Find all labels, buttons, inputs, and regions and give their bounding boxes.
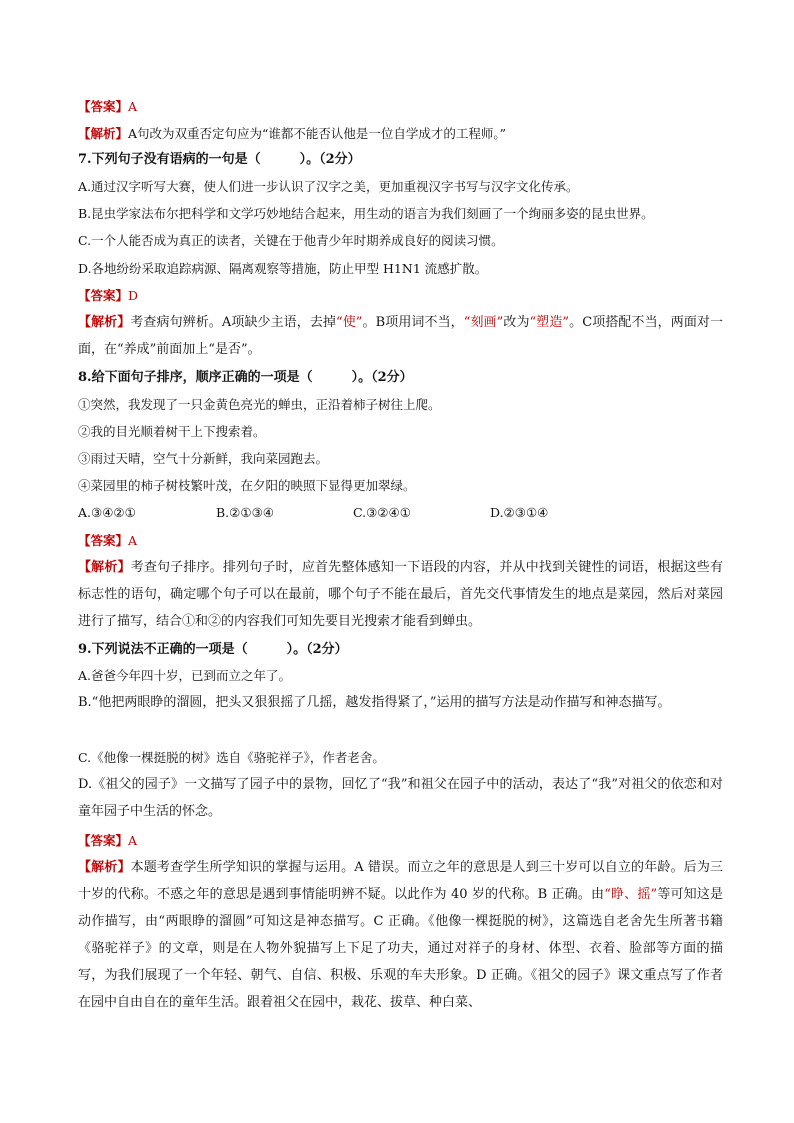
explanation-tag: 【解析】 <box>78 315 131 330</box>
answer-value: D <box>128 288 139 303</box>
answer-6 <box>78 98 137 116</box>
question-9-option-c: C.《他像一棵挺脱的树》选自《骆驼祥子》，作者老舍。 <box>78 750 385 765</box>
question-8-sentence-4: ④菜园里的柿子树枝繁叶茂，在夕阳的映照下显得更加翠绿。 <box>78 478 416 493</box>
question-7-option-c: C.一个人能否成为真正的读者，关键在于他青少年时期养成良好的阅读习惯。 <box>78 233 504 248</box>
highlight-text: “睁、摇” <box>604 887 658 902</box>
question-8-sentence-3: ③雨过天晴，空气十分新鲜，我向菜园跑去。 <box>78 451 329 466</box>
question-8-sentence-2: ②我的目光顺着树干上下搜索着。 <box>78 424 266 439</box>
answer-tag: 【答案】 <box>78 99 129 114</box>
highlight-text: “使” <box>336 315 363 330</box>
answer-value: A <box>128 99 138 114</box>
answer-tag: 【答案】 <box>78 533 129 548</box>
answer-9 <box>78 832 137 850</box>
explanation-text: 本题考查学生所学知识的掌握与运用。A 错误。而立之年的意思是人到三十岁可以自立的年龄。后为三十岁的代称。不惑之年的意思是遇到事情能明辨不疑。以此作为 40 岁的代称。B 正确。由 <box>78 860 723 902</box>
explanation-text: 考查病句辨析。A项缺少主语，去掉 <box>130 315 336 330</box>
explanation-text: 。B项用词不当， <box>362 315 464 330</box>
explanation-7 <box>78 309 723 363</box>
question-9-option-a: A.爸爸今年四十岁，已到而立之年了。 <box>78 668 292 683</box>
answer-value: A <box>128 833 138 848</box>
answer-tag: 【答案】 <box>78 833 129 848</box>
explanation-text: 改为 <box>503 315 530 330</box>
highlight-text: “塑造” <box>529 315 570 330</box>
question-7-option-b: B.昆虫学家法布尔把科学和文学巧妙地结合起来，用生动的语言为我们刻画了一个绚丽多姿的昆虫世界。 <box>78 206 654 221</box>
answer-tag: 【答案】 <box>78 288 129 303</box>
question-9: 9.下列说法不正确的一项是（ ）。（2分） <box>78 642 348 657</box>
question-7: 7.下列句子没有语病的一句是（ ）。（2分） <box>78 152 361 167</box>
question-8-sentence-1: ①突然，我发现了一只金黄色亮光的蝉虫，正沿着柿子树往上爬。 <box>78 397 441 412</box>
highlight-text: “刻画” <box>463 315 504 330</box>
explanation-tag: 【解析】 <box>78 126 129 141</box>
option-a: A.③④②① <box>78 505 136 520</box>
answer-8 <box>78 532 137 550</box>
explanation-9 <box>78 854 723 1016</box>
explanation-text: 等可知这是动作描写，由“两眼睁的溜圆”可知这是神态描写。C 正确。《他像一棵挺脱的树》，这篇选自老舍先生所著书籍《骆驼祥子》的文章，则是在人物外貌描写上下足了功夫，通过对祥子的身材、体型、衣着、脸部等方面的描写，为我们展现了一个年轻、朝气、自信、积极、乐观的车夫形象。D 正确。《祖父的园子》课文重点写了作者在园中自由自在的童年生活。跟着祖父在园中，栽花、拔草、种白菜、 <box>78 887 723 1010</box>
answer-value: A <box>128 533 138 548</box>
question-7-option-d: D.各地纷纷采取追踪病源、隔离观察等措施，防止甲型 H1N1 流感扩散。 <box>78 261 488 276</box>
option-b: B.②①③④ <box>216 505 274 520</box>
explanation-8 <box>78 554 723 635</box>
option-d: D.②③①④ <box>490 505 549 520</box>
explanation-tag: 【解析】 <box>78 560 131 575</box>
explanation-6 <box>78 125 506 143</box>
question-7-option-a: A.通过汉字听写大赛，使人们进一步认识了汉字之美，更加重视汉字书写与汉字文化传承。 <box>78 179 579 194</box>
explanation-text: 。C项搭配不当，两面对一面，在“养成”前面加上“是否”。 <box>78 315 723 357</box>
question-9-option-d: D.《祖父的园子》一文描写了园子中的景物，回忆了“我”和祖父在园子中的活动，表达了“我”对祖父的依恋和对童年园子中生活的怀念。 <box>78 777 723 819</box>
question-9-option-b: B.“他把两眼睁的溜圆，把头又狠狠摇了几摇，越发指得紧了，”运用的描写方法是动作描写和神态描写。 <box>78 695 671 710</box>
explanation-text: A句改为双重否定句应为“谁都不能否认他是一位自学成才的工程师。” <box>128 126 507 141</box>
explanation-tag: 【解析】 <box>78 860 131 875</box>
question-8: 8.给下面句子排序，顺序正确的一项是（ ）。（2分） <box>78 370 413 385</box>
answer-7 <box>78 287 138 305</box>
explanation-text: 考查句子排序。排列句子时，应首先整体感知一下语段的内容，并从中找到关键性的词语，根据这些有标志性的语句，确定哪个句子可以在最前，哪个句子不能在最后，首先交代事情发生的地点是菜园，然后对菜园进行了描写，结合①和②的内容我们可知先要目光搜索才能看到蝉虫。 <box>78 560 723 629</box>
option-c: C.③②④① <box>353 505 411 520</box>
